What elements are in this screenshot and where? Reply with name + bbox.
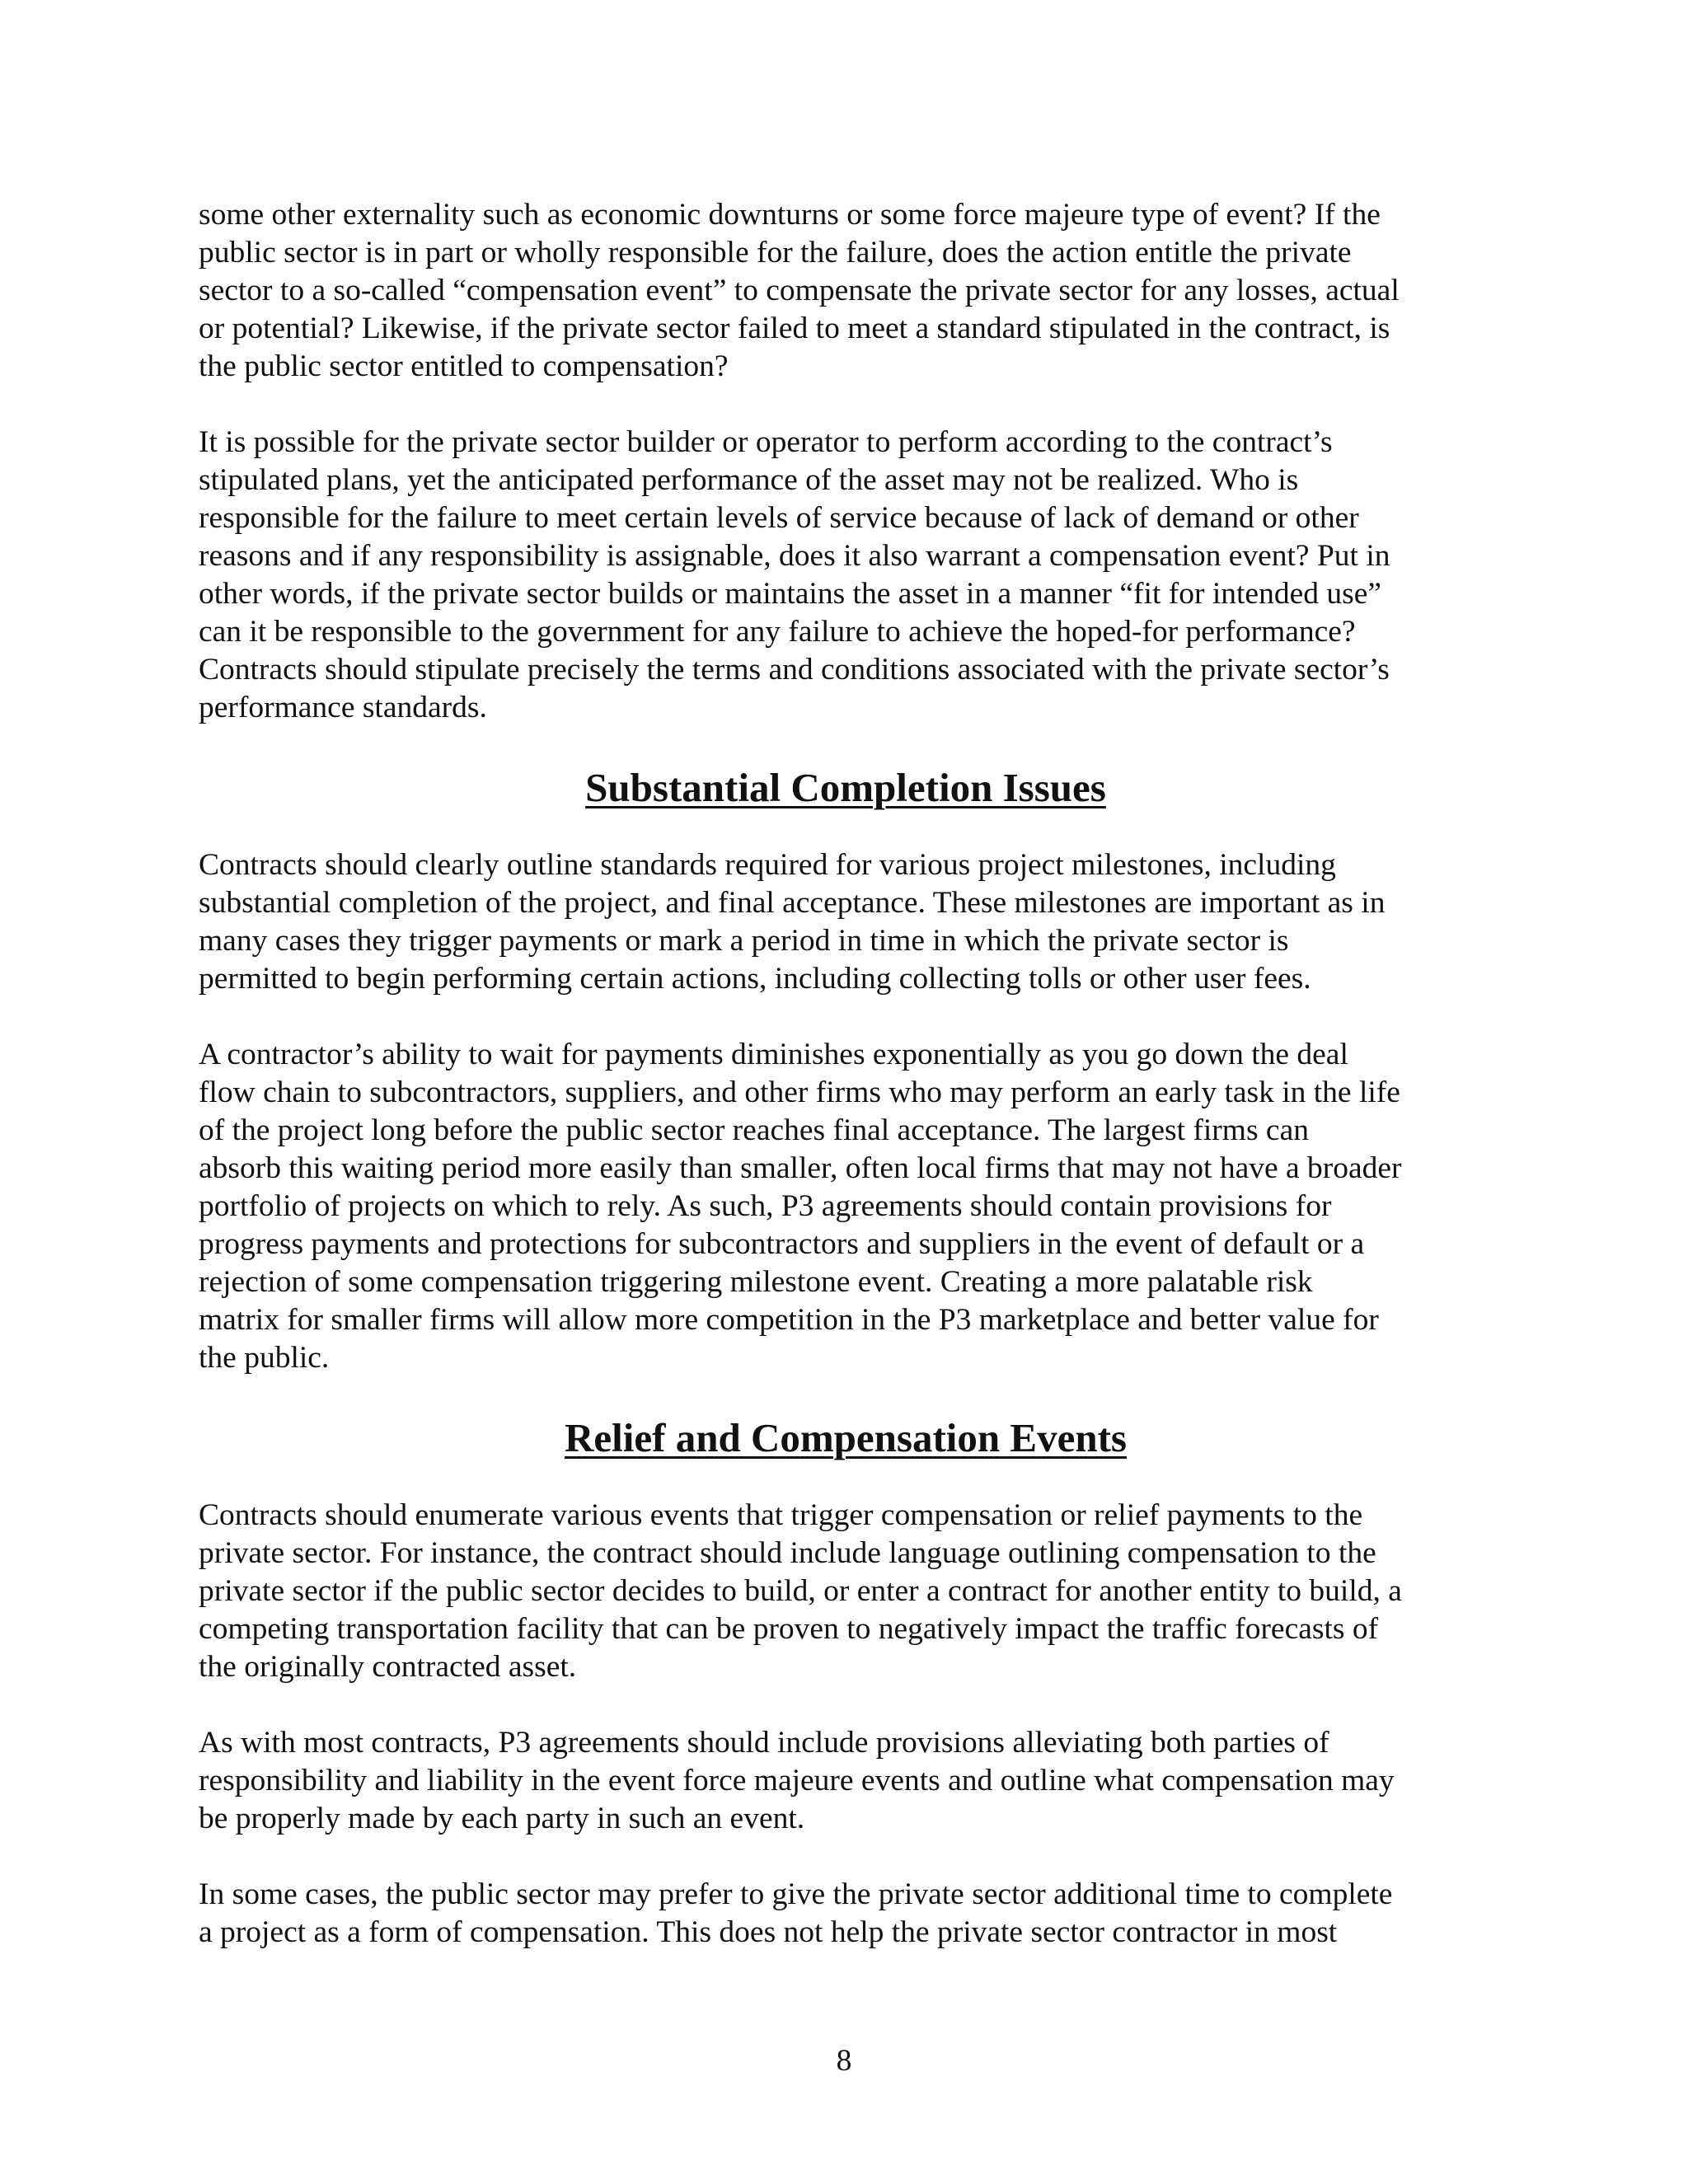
text-line: It is possible for the private sector builder or operator to perform according to the contract’s [199, 425, 1333, 459]
text-line: a project as a form of compensation. This does not help the private sector contractor in most [199, 1915, 1338, 1949]
text-line: responsible for the failure to meet certain levels of service because of lack of demand or other [199, 501, 1359, 535]
section-heading: Relief and Compensation Events [565, 1415, 1127, 1460]
text-line: portfolio of projects on which to rely. As such, P3 agreements should contain provisions for [199, 1189, 1332, 1223]
text-line: flow chain to subcontractors, suppliers, and other firms who may perform an early task in the life [199, 1076, 1400, 1109]
text-line: private sector. For instance, the contract should include language outlining compensation to the [199, 1536, 1376, 1570]
text-line: substantial completion of the project, and final acceptance. These milestones are important as in [199, 886, 1386, 920]
body-paragraph [199, 1036, 1493, 1377]
text-line: be properly made by each party in such an event. [199, 1802, 805, 1835]
text-line: competing transportation facility that can be proven to negatively impact the traffic forecasts of [199, 1612, 1379, 1646]
text-line: Contracts should stipulate precisely the terms and conditions associated with the private sector’s [199, 653, 1390, 687]
section-heading: Substantial Completion Issues [585, 765, 1106, 810]
text-line: As with most contracts, P3 agreements should include provisions alleviating both parties of [199, 1726, 1329, 1760]
text-line: A contractor’s ability to wait for payments diminishes exponentially as you go down the deal [199, 1038, 1348, 1071]
text-line: responsibility and liability in the event force majeure events and outline what compensation may [199, 1764, 1395, 1797]
document-body [199, 196, 1493, 1990]
text-line: In some cases, the public sector may prefer to give the private sector additional time to complete [199, 1877, 1393, 1911]
text-line: Contracts should clearly outline standards required for various project milestones, including [199, 848, 1336, 882]
text-line: or potential? Likewise, if the private sector failed to meet a standard stipulated in the contract, is [199, 312, 1390, 345]
body-paragraph [199, 196, 1493, 386]
text-line: absorb this waiting period more easily than smaller, often local firms that may not have a broader [199, 1151, 1402, 1185]
text-line: reasons and if any responsibility is assignable, does it also warrant a compensation event? Put in [199, 539, 1390, 573]
text-line: permitted to begin performing certain actions, including collecting tolls or other user fees. [199, 962, 1311, 996]
text-line: some other externality such as economic downturns or some force majeure type of event? If the [199, 198, 1381, 232]
text-line: matrix for smaller firms will allow more competition in the P3 marketplace and better value for [199, 1303, 1379, 1337]
text-line: can it be responsible to the government for any failure to achieve the hoped-for performance? [199, 615, 1356, 649]
text-line: many cases they trigger payments or mark a period in time in which the private sector is [199, 924, 1289, 958]
text-line: stipulated plans, yet the anticipated performance of the asset may not be realized. Who is [199, 463, 1299, 497]
body-paragraph [199, 1724, 1493, 1838]
text-line: public sector is in part or wholly responsible for the failure, does the action entitle the private [199, 236, 1352, 269]
body-paragraph [199, 1497, 1493, 1686]
text-line: progress payments and protections for subcontractors and suppliers in the event of default or a [199, 1227, 1365, 1261]
text-line: performance standards. [199, 691, 487, 724]
body-paragraph [199, 1876, 1493, 1952]
text-line: rejection of some compensation triggering milestone event. Creating a more palatable risk [199, 1265, 1313, 1299]
text-line: the originally contracted asset. [199, 1650, 577, 1684]
text-line: other words, if the private sector builds or maintains the asset in a manner “fit for intended use” [199, 577, 1381, 611]
page-number: 8 [836, 2044, 852, 2078]
text-line: the public sector entitled to compensation? [199, 349, 729, 383]
text-line: private sector if the public sector decides to build, or enter a contract for another entity to build, a [199, 1574, 1402, 1608]
text-line: Contracts should enumerate various events that trigger compensation or relief payments to the [199, 1498, 1363, 1532]
body-paragraph [199, 846, 1493, 998]
body-paragraph [199, 424, 1493, 727]
text-line: of the project long before the public sector reaches final acceptance. The largest firms can [199, 1113, 1309, 1147]
text-line: the public. [199, 1341, 330, 1375]
text-line: sector to a so-called “compensation event” to compensate the private sector for any losses, actual [199, 274, 1400, 307]
